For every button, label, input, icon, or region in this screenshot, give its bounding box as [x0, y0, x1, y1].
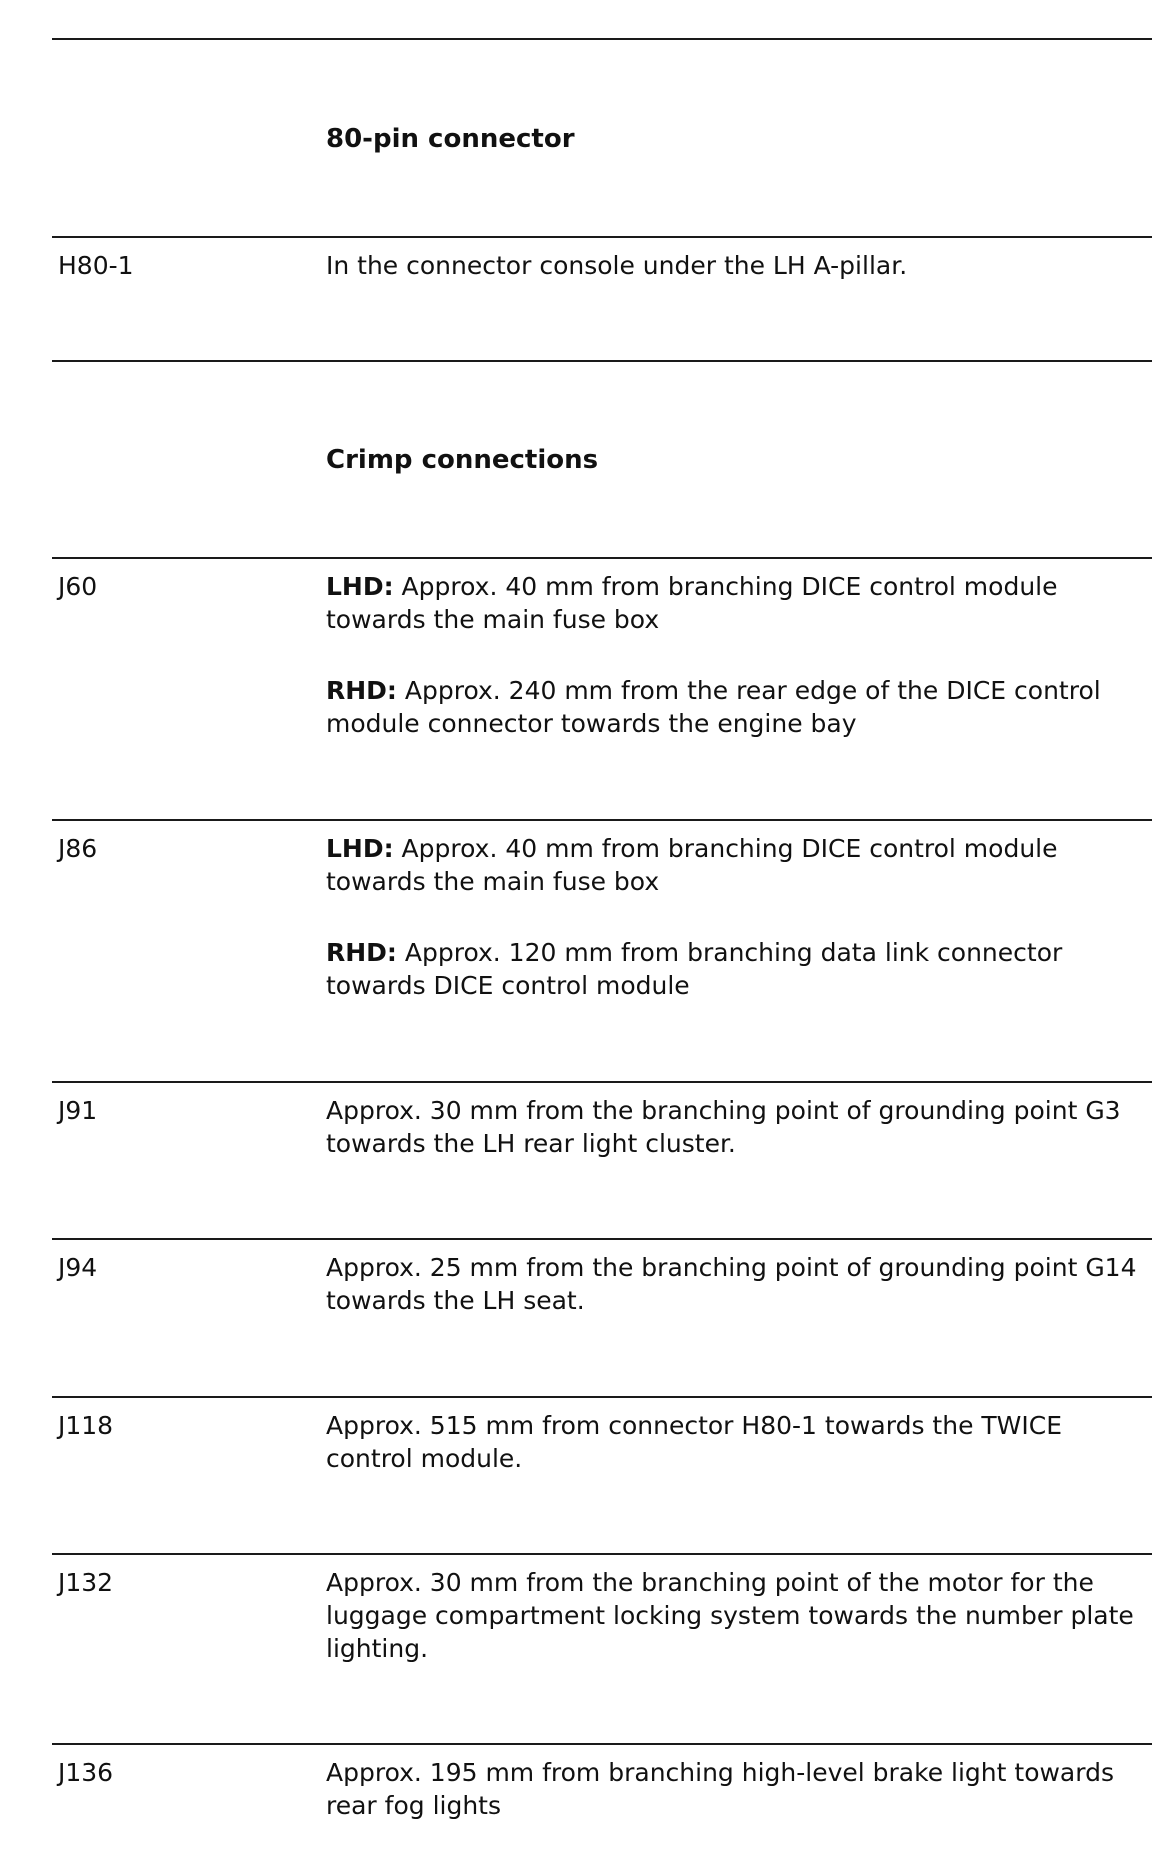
connector-code: J136: [58, 1758, 114, 1787]
rhd-label: RHD:: [326, 938, 397, 967]
connector-code: J86: [58, 834, 98, 863]
lhd-text: Approx. 40 mm from branching DICE control module towards the main fuse box: [326, 834, 1058, 896]
connector-code: J132: [58, 1568, 114, 1597]
table-rule: [52, 1553, 1152, 1555]
table-rule: [52, 1238, 1152, 1240]
table-rule: [52, 557, 1152, 559]
connector-code: J118: [58, 1411, 114, 1440]
lhd-label: LHD:: [326, 572, 394, 601]
rhd-location: [326, 936, 1146, 1002]
table-rule: [52, 38, 1152, 40]
table-rule: [52, 819, 1152, 821]
connector-location: [326, 1094, 1146, 1160]
rhd-location: [326, 674, 1146, 740]
connector-location: [326, 832, 1146, 1002]
section-heading-crimp: Crimp connections: [326, 445, 599, 475]
rhd-text: Approx. 240 mm from the rear edge of the DICE control module connector towards the engine bay: [326, 676, 1101, 738]
lhd-text: Approx. 40 mm from branching DICE control module towards the main fuse box: [326, 572, 1058, 634]
section-heading-80-pin: 80-pin connector: [326, 124, 575, 154]
table-rule: [52, 360, 1152, 362]
location-text: Approx. 25 mm from the branching point of grounding point G14 towards the LH seat.: [326, 1253, 1137, 1315]
table-rule: [52, 236, 1152, 238]
connector-location: [326, 1756, 1146, 1822]
table-rule: [52, 1396, 1152, 1398]
table-rule: [52, 1743, 1152, 1745]
location-text: Approx. 30 mm from the branching point of grounding point G3 towards the LH rear light cluster.: [326, 1096, 1121, 1158]
connector-code: H80-1: [58, 251, 134, 280]
location-text: In the connector console under the LH A-pillar.: [326, 251, 908, 280]
connector-location: [326, 249, 1146, 282]
connector-code: J91: [58, 1096, 98, 1125]
location-text: Approx. 195 mm from branching high-level brake light towards rear fog lights: [326, 1758, 1114, 1820]
lhd-location: [326, 570, 1146, 636]
connector-location: [326, 570, 1146, 740]
table-rule: [52, 1081, 1152, 1083]
connector-location: [326, 1251, 1146, 1317]
lhd-label: LHD:: [326, 834, 394, 863]
lhd-location: [326, 832, 1146, 898]
location-text: Approx. 515 mm from connector H80-1 towards the TWICE control module.: [326, 1411, 1063, 1473]
location-text: Approx. 30 mm from the branching point of the motor for the luggage compartment locking system towards the number plate lighting.: [326, 1568, 1134, 1663]
rhd-text: Approx. 120 mm from branching data link connector towards DICE control module: [326, 938, 1063, 1000]
connector-location: [326, 1409, 1146, 1475]
rhd-label: RHD:: [326, 676, 397, 705]
connector-location: [326, 1566, 1146, 1665]
connector-code: J94: [58, 1253, 98, 1282]
connector-code: J60: [58, 572, 98, 601]
